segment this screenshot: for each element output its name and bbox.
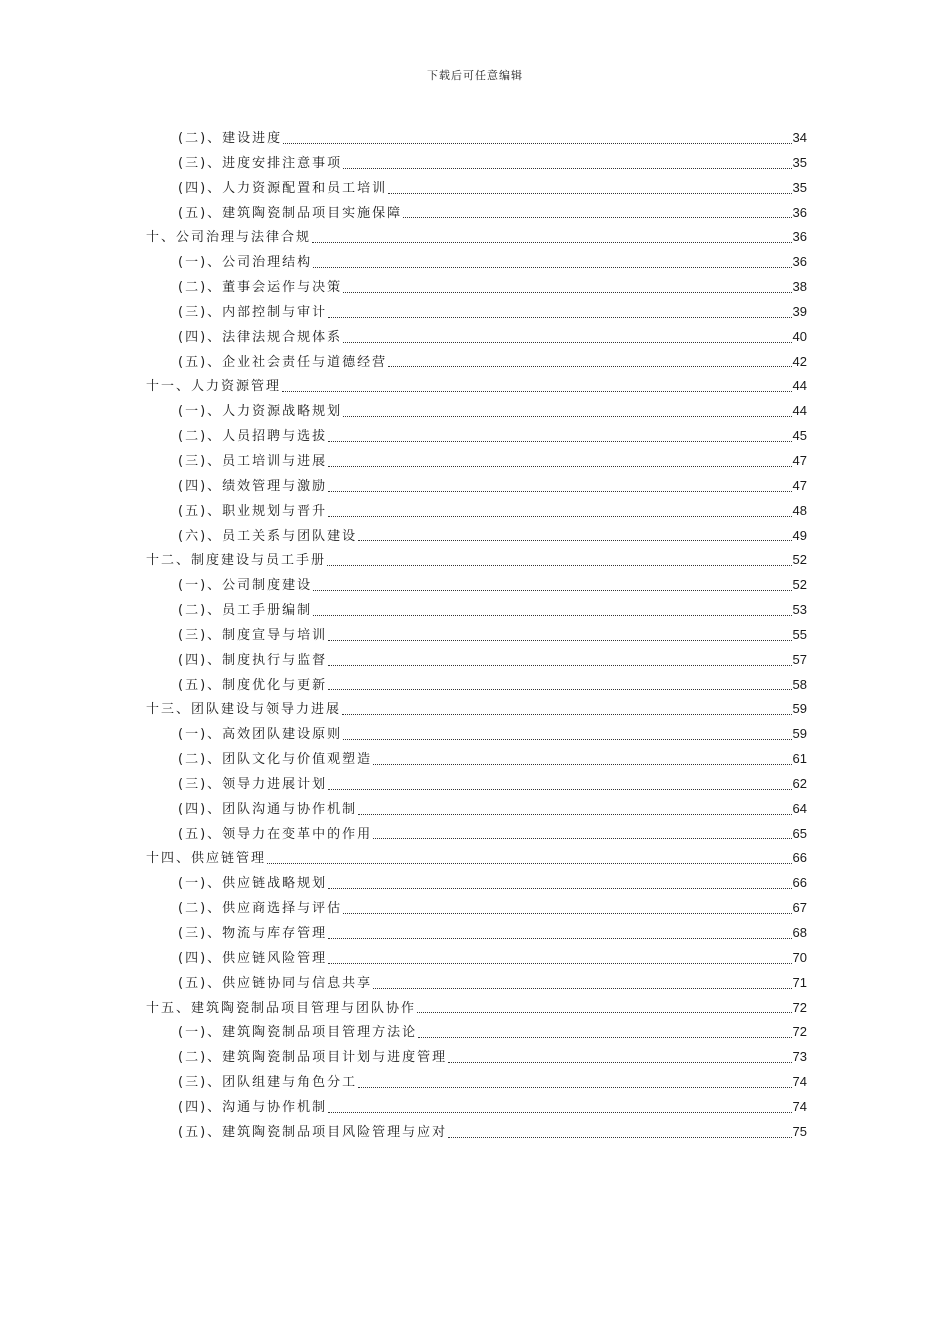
toc-dot-leader xyxy=(417,1011,792,1013)
toc-entry-title: (一)、建筑陶瓷制品项目管理方法论 xyxy=(178,1025,418,1041)
toc-entry-title: (三)、领导力进展计划 xyxy=(178,776,328,792)
toc-dot-leader xyxy=(282,390,792,392)
toc-page-number: 73 xyxy=(792,1049,807,1065)
toc-dot-leader xyxy=(343,415,791,417)
toc-dot-leader xyxy=(328,515,791,517)
toc-entry-title: (一)、公司制度建设 xyxy=(178,578,313,594)
toc-page-number: 47 xyxy=(792,452,807,468)
toc-dot-leader xyxy=(373,763,791,765)
toc-page-number: 44 xyxy=(792,378,807,394)
toc-entry-title: (三)、内部控制与审计 xyxy=(178,304,328,320)
toc-dot-leader xyxy=(328,788,791,790)
toc-section-entry[interactable] xyxy=(146,896,807,921)
toc-dot-leader xyxy=(328,440,791,442)
toc-dot-leader xyxy=(448,1136,791,1138)
toc-section-entry[interactable] xyxy=(146,822,807,847)
toc-entry-title: (三)、物流与库存管理 xyxy=(178,926,328,941)
toc-entry-title: (二)、建筑陶瓷制品项目计划与进度管理 xyxy=(178,1050,448,1066)
toc-page-number: 52 xyxy=(792,577,807,593)
toc-entry-title: 十、公司治理与法律合规 xyxy=(146,230,312,246)
toc-page-number: 57 xyxy=(792,651,807,667)
toc-entry-title: 十四、供应链管理 xyxy=(146,851,267,867)
toc-page-number: 62 xyxy=(792,775,807,791)
toc-section-entry[interactable] xyxy=(146,325,807,350)
toc-section-entry[interactable] xyxy=(146,921,807,946)
toc-dot-leader xyxy=(343,912,791,914)
toc-section-entry[interactable] xyxy=(146,176,807,201)
toc-chapter-entry[interactable] xyxy=(146,225,807,250)
toc-section-entry[interactable] xyxy=(146,598,807,623)
toc-section-entry[interactable] xyxy=(146,126,807,151)
toc-page-number: 71 xyxy=(792,974,807,990)
toc-section-entry[interactable] xyxy=(146,449,807,474)
toc-page-number: 36 xyxy=(792,229,807,245)
toc-entry-title: (二)、建设进度 xyxy=(178,131,283,146)
toc-dot-leader xyxy=(342,713,792,715)
toc-entry-title: (四)、沟通与协作机制 xyxy=(178,1099,328,1115)
toc-entry-title: (六)、员工关系与团队建设 xyxy=(178,528,358,544)
toc-section-entry[interactable] xyxy=(146,151,807,176)
toc-dot-leader xyxy=(373,987,791,989)
toc-dot-leader xyxy=(328,664,791,666)
toc-dot-leader xyxy=(343,738,791,740)
toc-entry-title: (四)、人力资源配置和员工培训 xyxy=(178,180,388,196)
toc-section-entry[interactable] xyxy=(146,424,807,449)
toc-entry-title: (五)、制度优化与更新 xyxy=(178,677,328,693)
toc-page-number: 47 xyxy=(792,477,807,493)
toc-section-entry[interactable] xyxy=(146,1045,807,1070)
toc-section-entry[interactable] xyxy=(146,573,807,598)
toc-page-number: 35 xyxy=(792,154,807,170)
toc-chapter-entry[interactable] xyxy=(146,996,807,1021)
toc-entry-title: (四)、法律法规合规体系 xyxy=(178,329,343,345)
toc-page-number: 53 xyxy=(792,602,807,618)
toc-dot-leader xyxy=(313,266,791,268)
toc-page-number: 59 xyxy=(792,701,807,717)
toc-dot-leader xyxy=(418,1036,791,1038)
toc-entry-title: (二)、人员招聘与选拔 xyxy=(178,429,328,445)
toc-section-entry[interactable] xyxy=(146,275,807,300)
toc-entry-title: (四)、绩效管理与激励 xyxy=(178,478,328,494)
toc-dot-leader xyxy=(388,192,791,194)
toc-chapter-entry[interactable] xyxy=(146,548,807,573)
toc-entry-title: (二)、员工手册编制 xyxy=(178,603,313,619)
toc-dot-leader xyxy=(328,639,791,641)
toc-page-number: 40 xyxy=(792,328,807,344)
toc-page-number: 64 xyxy=(792,800,807,816)
toc-dot-leader xyxy=(328,1111,791,1113)
toc-entry-title: (四)、制度执行与监督 xyxy=(178,652,328,668)
toc-page-number: 49 xyxy=(792,527,807,543)
toc-dot-leader xyxy=(448,1061,791,1063)
toc-entry-title: (五)、建筑陶瓷制品项目实施保障 xyxy=(178,205,403,221)
toc-entry-title: (一)、高效团队建设原则 xyxy=(178,727,343,743)
toc-section-entry[interactable] xyxy=(146,623,807,648)
toc-section-entry[interactable] xyxy=(146,722,807,747)
toc-entry-title: (四)、团队沟通与协作机制 xyxy=(178,801,358,817)
toc-entry-title: (五)、建筑陶瓷制品项目风险管理与应对 xyxy=(178,1124,448,1140)
toc-dot-leader xyxy=(328,490,791,492)
toc-dot-leader xyxy=(358,1086,791,1088)
toc-page-number: 55 xyxy=(792,626,807,642)
toc-entry-title: (二)、供应商选择与评估 xyxy=(178,901,343,917)
toc-page-number: 70 xyxy=(792,949,807,965)
toc-section-entry[interactable] xyxy=(146,300,807,325)
toc-page-number: 34 xyxy=(792,130,807,145)
toc-entry-title: 十三、团队建设与领导力进展 xyxy=(146,702,342,718)
toc-page-number: 72 xyxy=(792,999,807,1015)
toc-page-number: 58 xyxy=(792,676,807,692)
toc-entry-title: (三)、员工培训与进展 xyxy=(178,453,328,469)
toc-section-entry[interactable] xyxy=(146,250,807,275)
toc-section-entry[interactable] xyxy=(146,648,807,673)
toc-entry-title: 十一、人力资源管理 xyxy=(146,379,282,395)
toc-entry-title: (五)、领导力在变革中的作用 xyxy=(178,826,373,842)
toc-dot-leader xyxy=(312,241,792,243)
toc-dot-leader xyxy=(328,465,791,467)
toc-entry-title: (三)、团队组建与角色分工 xyxy=(178,1075,358,1091)
toc-section-entry[interactable] xyxy=(146,201,807,226)
toc-dot-leader xyxy=(327,564,792,566)
toc-entry-title: (五)、供应链协同与信息共享 xyxy=(178,975,373,991)
toc-page-number: 42 xyxy=(792,353,807,369)
toc-entry-title: 十五、建筑陶瓷制品项目管理与团队协作 xyxy=(146,1000,417,1016)
toc-entry-title: (五)、职业规划与晋升 xyxy=(178,503,328,519)
toc-dot-leader xyxy=(358,813,791,815)
toc-entry-title: (一)、人力资源战略规划 xyxy=(178,404,343,420)
toc-dot-leader xyxy=(343,167,791,169)
toc-dot-leader xyxy=(328,962,791,964)
toc-dot-leader xyxy=(328,887,791,889)
toc-page-number: 36 xyxy=(792,204,807,220)
toc-page-number: 67 xyxy=(792,900,807,916)
toc-dot-leader xyxy=(328,316,791,318)
toc-page-number: 38 xyxy=(792,279,807,295)
toc-section-entry[interactable] xyxy=(146,772,807,797)
toc-page-number: 45 xyxy=(792,428,807,444)
toc-entry-title: 十二、制度建设与员工手册 xyxy=(146,553,327,569)
toc-page-number: 68 xyxy=(792,925,807,940)
toc-section-entry[interactable] xyxy=(146,1070,807,1095)
toc-page-number: 61 xyxy=(792,751,807,767)
toc-dot-leader xyxy=(328,937,791,939)
toc-entry-title: (五)、企业社会责任与道德经营 xyxy=(178,354,388,370)
toc-section-entry[interactable] xyxy=(146,1020,807,1045)
toc-dot-leader xyxy=(313,614,791,616)
toc-section-entry[interactable] xyxy=(146,524,807,549)
toc-entry-title: (三)、进度安排注意事项 xyxy=(178,155,343,171)
toc-page-number: 75 xyxy=(792,1123,807,1139)
toc-page-number: 44 xyxy=(792,403,807,419)
toc-dot-leader xyxy=(403,216,791,218)
toc-page-number: 65 xyxy=(792,825,807,841)
toc-page-number: 66 xyxy=(792,875,807,891)
table-of-contents xyxy=(146,126,807,1145)
toc-section-entry[interactable] xyxy=(146,797,807,822)
toc-page-number: 74 xyxy=(792,1074,807,1090)
toc-chapter-entry[interactable] xyxy=(146,697,807,722)
toc-dot-leader xyxy=(373,837,791,839)
toc-section-entry[interactable] xyxy=(146,1120,807,1145)
toc-section-entry[interactable] xyxy=(146,673,807,698)
toc-entry-title: (三)、制度宣导与培训 xyxy=(178,627,328,643)
toc-entry-title: (一)、供应链战略规划 xyxy=(178,876,328,892)
toc-dot-leader xyxy=(313,589,791,591)
toc-page-number: 52 xyxy=(792,552,807,568)
toc-page-number: 74 xyxy=(792,1098,807,1114)
toc-dot-leader xyxy=(328,688,791,690)
toc-chapter-entry[interactable] xyxy=(146,374,807,399)
toc-page-number: 39 xyxy=(792,303,807,319)
toc-entry-title: (二)、团队文化与价值观塑造 xyxy=(178,752,373,768)
toc-section-entry[interactable] xyxy=(146,350,807,375)
toc-entry-title: (二)、董事会运作与决策 xyxy=(178,280,343,296)
toc-section-entry[interactable] xyxy=(146,747,807,772)
toc-dot-leader xyxy=(343,341,791,343)
toc-page-number: 59 xyxy=(792,726,807,742)
toc-page-number: 35 xyxy=(792,179,807,195)
toc-page-number: 66 xyxy=(792,850,807,866)
toc-section-entry[interactable] xyxy=(146,946,807,971)
toc-dot-leader xyxy=(388,365,791,367)
page-header: 下载后可任意编辑 xyxy=(427,69,523,82)
toc-dot-leader xyxy=(358,539,791,541)
toc-dot-leader xyxy=(343,291,791,293)
toc-section-entry[interactable] xyxy=(146,399,807,424)
toc-page-number: 36 xyxy=(792,254,807,270)
toc-section-entry[interactable] xyxy=(146,474,807,499)
toc-section-entry[interactable] xyxy=(146,971,807,996)
toc-dot-leader xyxy=(267,862,792,864)
toc-section-entry[interactable] xyxy=(146,871,807,896)
toc-dot-leader xyxy=(283,142,791,144)
toc-section-entry[interactable] xyxy=(146,499,807,524)
toc-entry-title: (一)、公司治理结构 xyxy=(178,255,313,271)
toc-page-number: 72 xyxy=(792,1024,807,1040)
toc-entry-title: (四)、供应链风险管理 xyxy=(178,950,328,966)
toc-section-entry[interactable] xyxy=(146,1095,807,1120)
toc-page-number: 48 xyxy=(792,502,807,518)
toc-chapter-entry[interactable] xyxy=(146,846,807,871)
